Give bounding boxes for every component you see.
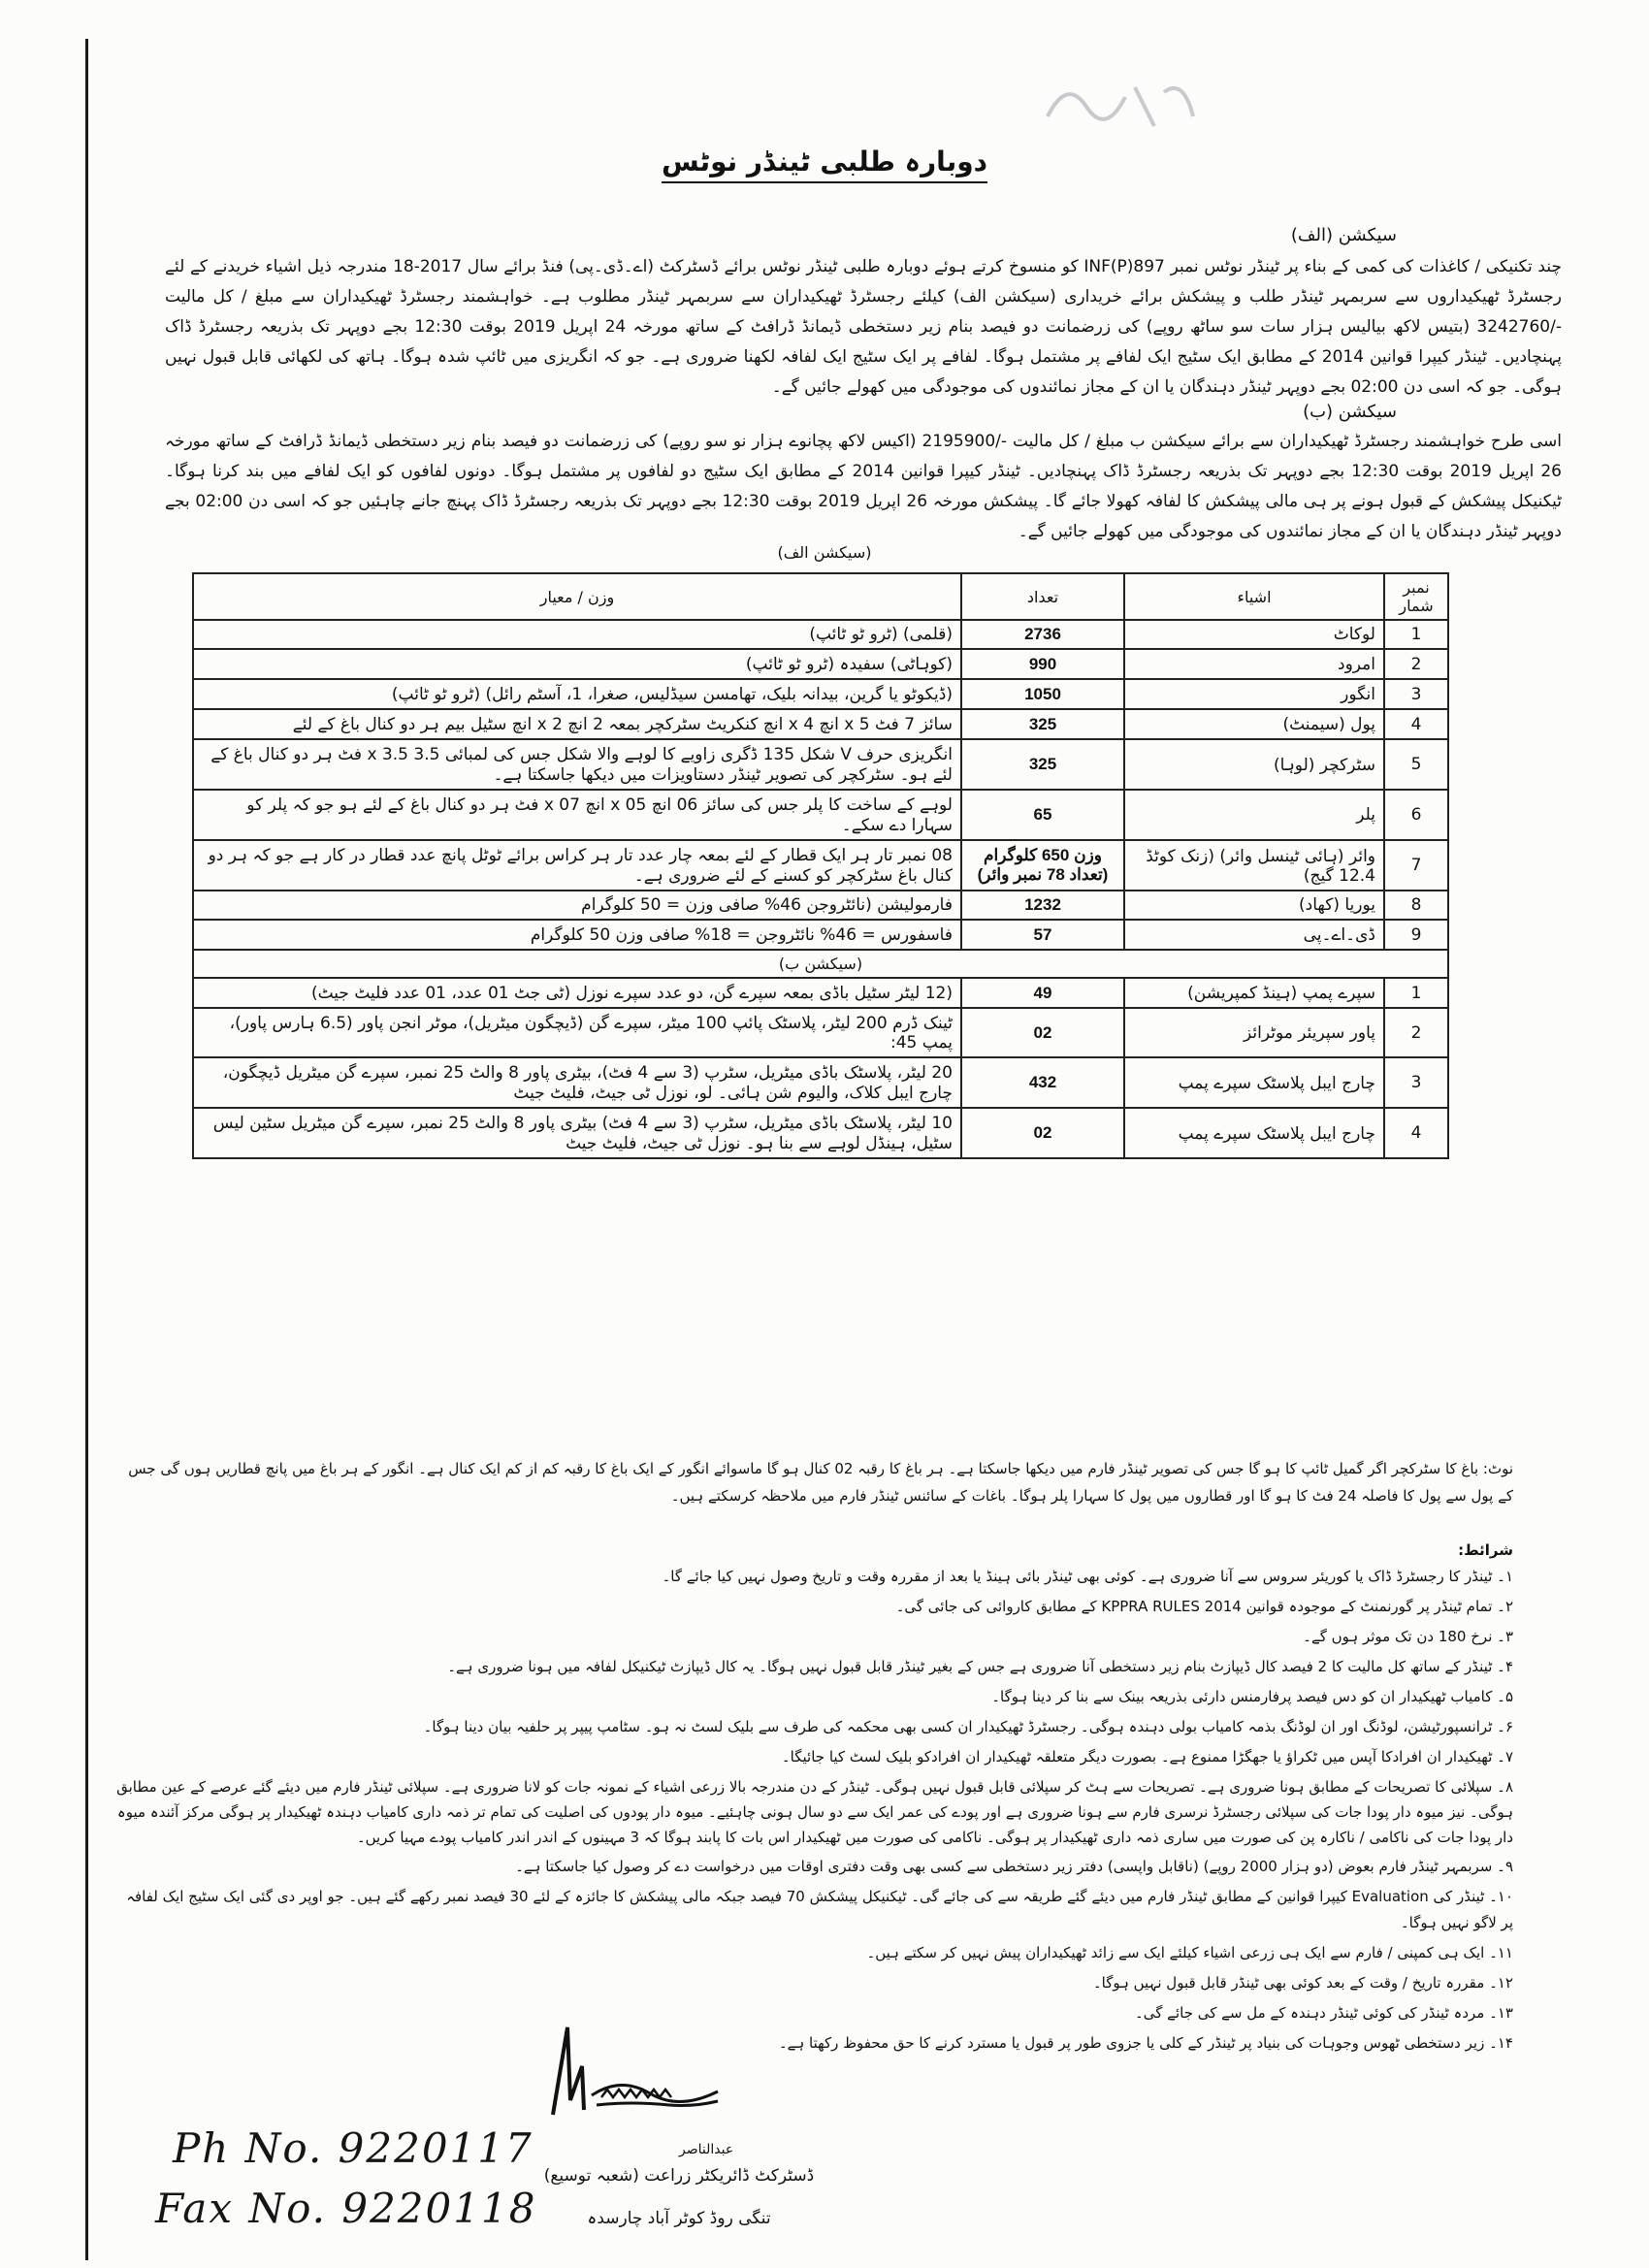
table-header-row (193, 573, 1448, 620)
table-row (193, 978, 1448, 1008)
condition-item: ۱۴۔ زیر دستخطی ٹھوس وجوہات کی بنیاد پر ٹینڈر کے کلی یا جزوی طور پر قبول یا مسترد کرنے کا حق محفوظ رکھتا ہے۔ (778, 2034, 1513, 2052)
cell-qty: 325 (961, 709, 1124, 739)
cell-item: پول (سیمنٹ) (1124, 709, 1384, 739)
table-row (193, 1108, 1448, 1158)
cell-spec: فارمولیشن (نائٹروجن 46% صافی وزن = 50 کلوگرام (193, 891, 961, 920)
condition-item: ۲۔ تمام ٹینڈر پر گورنمنٹ کے موجودہ قوانین KPPRA RULES 2014 کے مطابق کاروائی کی جائی گی۔ (895, 1598, 1513, 1615)
cell-qty: 432 (961, 1057, 1124, 1108)
cell-no: 8 (1384, 891, 1448, 920)
signatory-name: عبدالناصر (679, 2142, 734, 2157)
cell-qty: 990 (961, 649, 1124, 679)
cell-spec: ٹینک ڈرم 200 لیٹر، پلاسٹک پائپ 100 میٹر، سپرے گن (ڈیچگون میٹریل)، موٹر انجن پاور (6.5 ہارس پاور)، پمپ 45: (193, 1008, 961, 1057)
condition-item: ۱۱۔ ایک ہی کمپنی / فارم سے ایک ہی زرعی اشیاء کیلئے ایک سے زائد ٹھیکیداران پیش نہیں کر سکتے ہیں۔ (866, 1944, 1513, 1961)
conditions-list (116, 1564, 1513, 2057)
cell-item: ڈی۔اے۔پی (1124, 920, 1384, 950)
table-row (193, 840, 1448, 891)
cell-spec: (12 لیٹر سٹیل باڈی بمعہ سپرے گن، دو عدد سپرے نوزل (ٹی جٹ 01 عدد، 01 عدد فلیٹ جیٹ) (193, 978, 961, 1008)
cell-no: 9 (1384, 920, 1448, 950)
cell-qty: 02 (961, 1108, 1124, 1158)
section-a-paragraph: چند تکنیکی / کاغذات کی کمی کے بناء پر ٹینڈر نوٹس نمبر INF(P)897 کو منسوخ کرتے ہوئے دوبارہ طلبی ٹینڈر نوٹس برائے ڈسٹرکٹ (اے۔ڈی۔پی) فنڈ برائے سال 2017-18 مندرجہ ذیل اشیاء خریدنے کے لئے رجسٹرڈ ٹھیکیداروں سے سربمہر ٹینڈر طلب و پیشکش برائے خریداری (سیکشن الف) کیلئے رجسٹرڈ ٹھیکیداران سے سربمہر ٹینڈر مطلوب ہے۔ خواہشمند رجسٹرڈ ٹھیکیداران سے مبلغ / کل مالیت -/3242760 (بتیس لاکھ بیالیس ہزار سات سو ساٹھ روپے) کی زرضمانت دو فیصد بنام زیر دستخطی ڈیمانڈ ڈرافٹ کے ساتھ مورخہ 24 اپریل 2019 بوقت 12:30 بجے دوپہر تک بذریعہ رجسٹرڈ ڈاک پہنچادیں۔ ٹینڈر کیپرا قوانین 2014 کے مطابق ایک سٹیج ایک لفافے پر مشتمل ہوگا۔ لفافے پر ایک سٹیج ایک لفافہ لکھنا ضروری ہے۔ جو کہ انگریزی میں ٹائپ شدہ ہوگا۔ ہاتھ کی لکھائی قابل قبول نہیں ہوگی۔ جو کہ اسی دن 02:00 بجے دوپہر ٹینڈر دہندگان یا ان کے مجاز نمائندوں کی موجودگی میں کھولے جائیں گے۔ (165, 257, 1562, 397)
cell-item: چارج ایبل پلاسٹک سپرے پمپ (1124, 1108, 1384, 1158)
cell-no: 2 (1384, 1008, 1448, 1057)
section-b-paragraph: اسی طرح خواہشمند رجسٹرڈ ٹھیکیداران سے برائے سیکشن ب مبلغ / کل مالیت -/2195900 (اکیس لاکھ پچانوے ہزار نو سو روپے) کی زرضمانت دو فیصد بنام زیر دستخطی ڈیمانڈ ڈرافٹ کے ساتھ مورخہ 26 اپریل 2019 بوقت 12:30 بجے دوپہر تک بذریعہ رجسٹرڈ ڈاک پہنچادیں۔ ٹینڈر کیپرا قوانین 2014 کے مطابق ایک سٹیج دو لفافوں پر مشتمل ہوگا۔ دونوں لفافوں کو ایک لفافے میں بند کرنا ہوگا۔ ٹیکنیکل پیشکش کے قبول ہونے پر ہی مالی پیشکش کا لفافہ کھولا جائے گا۔ پیشکش مورخہ 26 اپریل 2019 بوقت 12:30 بجے دوپہر تک بذریعہ رجسٹرڈ ڈاک پہنچ جانے چاہئیں جو کہ اسی دن 02:00 بجے دوپہر ٹینڈر دہندگان یا ان کے مجاز نمائندوں کی موجودگی میں کھولے جائیں گے۔ (165, 432, 1562, 541)
cell-qty: 57 (961, 920, 1124, 950)
cell-no: 1 (1384, 978, 1448, 1008)
condition-item: ۱۳۔ مردہ ٹینڈر کی کوئی ٹینڈر دہندہ کے مل سے کی جائے گی۔ (1134, 2004, 1513, 2022)
table-row (193, 790, 1448, 840)
footer-address: تنگی روڈ کوٹر آباد چارسدہ (587, 2209, 771, 2228)
signature-image (524, 2008, 737, 2124)
cell-no: 4 (1384, 709, 1448, 739)
cell-no: 7 (1384, 840, 1448, 891)
header-qty: تعداد (961, 573, 1124, 620)
table-row (193, 649, 1448, 679)
cell-spec: فاسفورس = 46% نائٹروجن = 18% صافی وزن 50 کلوگرام (193, 920, 961, 950)
cell-spec: 20 لیٹر، پلاسٹک باڈی میٹریل، سٹرپ (3 سے 4 فٹ)، بیٹری پاور 8 والٹ 25 نمبر، سپرے گن میٹریل ڈیچگون، چارج ایبل کلاک، والیوم شن ہائی۔ لو، نوزل ٹی جیٹ، فلیٹ جیٹ (193, 1057, 961, 1108)
condition-item: ۱۲۔ مقررہ تاریخ / وقت کے بعد کوئی بھی ٹینڈر قابل قبول نہیں ہوگا۔ (1092, 1974, 1513, 1992)
table-row (193, 1057, 1448, 1108)
cell-no: 1 (1384, 620, 1448, 649)
cell-qty: 2736 (961, 620, 1124, 649)
cell-qty: وزن 650 کلوگرام (تعداد 78 نمبر وائر) (961, 840, 1124, 891)
section-b-caption-row (193, 950, 1448, 978)
conditions-block (116, 1537, 1513, 2060)
table-row (193, 709, 1448, 739)
cell-no: 3 (1384, 679, 1448, 709)
conditions-label: شرائط: (1458, 1541, 1513, 1559)
handwritten-phone: Ph No. 9220117 (173, 2124, 534, 2172)
cell-spec: لوہے کے ساخت کا پلر جس کی سائز 06 انچ x 05 انچ x 07 فٹ ہر دو کنال باغ کے لئے ہو جو کہ پلر کو سہارا دے سکے۔ (193, 790, 961, 840)
condition-item: ۱۰۔ ٹینڈر کی Evaluation کیپرا قوانین کے مطابق ٹینڈر فارم میں دیئے گئے طریقہ سے کی جائے گی۔ ٹیکنیکل پیشکش 70 فیصد جبکہ مالی پیشکش کا جائزہ کے لئے 30 فیصد نمبر رکھے گئے ہیں۔ جو اوپر دی گئی ایک سٹیج ایک لفافہ پر لاگو نہیں ہوگا۔ (126, 1888, 1513, 1931)
table-row (193, 891, 1448, 920)
header-item: اشیاء (1124, 573, 1384, 620)
condition-item: ۳۔ نرخ 180 دن تک موثر ہوں گے۔ (1303, 1628, 1513, 1645)
cell-spec: سائز 7 فٹ x 5 انچ x 4 انچ کنکریٹ سٹرکچر بمعہ 2 انچ x 2 انچ سٹیل بیم ہر دو کنال باغ کے لئے (193, 709, 961, 739)
handwritten-fax: Fax No. 9220118 (155, 2185, 537, 2232)
condition-item: ۱۔ ٹینڈر کا رجسٹرڈ ڈاک یا کوریئر سروس سے آنا ضروری ہے۔ کوئی بھی ٹینڈر بائی ہینڈ یا بعد از مقررہ وقت و تاریخ وصول نہیں کیا جائے گا۔ (662, 1568, 1513, 1585)
section-a-label: سیکشن (الف) (1290, 225, 1397, 245)
section-a-rows (193, 620, 1448, 950)
table-row (193, 1008, 1448, 1057)
section-b-caption: (سیکشن ب) (193, 950, 1448, 978)
section-b-label: سیکشن (ب) (1303, 402, 1397, 422)
condition-item: ۹۔ سربمہر ٹینڈر فارم بعوض (دو ہزار 2000 روپے) (ناقابل واپسی) دفتر زیر دستخطی سے کسی بھی وقت دفتری اوقات میں درخواست دے کر وصول کیا جاسکتا ہے۔ (515, 1858, 1513, 1875)
cell-qty: 65 (961, 790, 1124, 840)
section-b-rows (193, 978, 1448, 1158)
condition-item: ۸۔ سپلائی کا تصریحات کے مطابق ہونا ضروری ہے۔ تصریحات سے ہٹ کر سپلائی قابل قبول نہیں ہوگی۔ ٹینڈر کے دن مندرجہ بالا زرعی اشیاء کے نمونہ جات کو لانا ضروری ہے۔ سپلائی ٹینڈر فارم میں دیئے گئے عرصے کے عین مطابق ہوگی۔ نیز میوہ دار پودا جات کی سپلائی رجسٹرڈ نرسری فارم سے ہونا ضروری ہے اور پودے کی عمر ایک سے دو سال ہونی چاہئیے۔ میوہ دار پودوں کی اصلیت کی تمام تر ذمہ داری کامیاب دہندہ ٹھیکیدار پر ہوگی مرکز آئندہ میوہ دار پودا جات کی ناکامی / ناکارہ پن کی صورت میں ساری ذمہ داری ٹھیکیدار پر ہوگی۔ ناکامی کی صورت میں ٹھیکیدار اس بات کا پابند ہوگا کہ 3 مہینوں کے اندر اندر کامیاب پودے مہیا کریں۔ (116, 1778, 1513, 1846)
condition-item: ۶۔ ٹرانسپورٹیشن، لوڈنگ اور ان لوڈنگ بذمہ کامیاب بولی دہندہ ہوگی۔ رجسٹرڈ ٹھیکیدار ان کسی بھی محکمہ کی طرف سے بلیک لسٹ نہ ہو۔ سٹامپ پیپر پر حلفیہ بیان دینا ہوگا۔ (423, 1718, 1513, 1735)
cell-spec: 08 نمبر تار ہر ایک قطار کے لئے بمعہ چار عدد تار ہر کراس برائے ٹوٹل پانچ عدد قطار در کار ہے جو کہ ہر دو کنال باغ سٹرکچر کو کسنے کے لئے ضروری ہے۔ (193, 840, 961, 891)
cell-no: 2 (1384, 649, 1448, 679)
cell-spec: (ڈیکوٹو یا گرین، بیدانہ بلیک، تھامسن سیڈلیس، صغرا، 1، آسٹم رائل) (ٹرو ٹو ٹائپ) (193, 679, 961, 709)
items-table (192, 572, 1449, 1159)
cell-no: 6 (1384, 790, 1448, 840)
notice-title: دوبارہ طلبی ٹینڈر نوٹس (0, 146, 1649, 178)
section-b-caption-body (193, 950, 1448, 978)
cell-item: یوریا (کھاد) (1124, 891, 1384, 920)
table-caption: (سیکشن الف) (777, 543, 872, 562)
cell-item: پلر (1124, 790, 1384, 840)
table-row (193, 620, 1448, 649)
cell-item: پاور سپریئر موٹرائز (1124, 1008, 1384, 1057)
cell-item: سٹرکچر (لوہا) (1124, 739, 1384, 790)
cell-spec: 10 لیٹر، پلاسٹک باڈی میٹریل، سٹرپ (3 سے 4 فٹ) بیٹری پاور 8 والٹ 25 نمبر، سپرے گن میٹریل سٹین لیس سٹیل، ہینڈل لوہے سے بنا ہو۔ نوزل ٹی جیٹ، فلیٹ جیٹ (193, 1108, 961, 1158)
header-spec: وزن / معیار (193, 573, 961, 620)
note-paragraph: نوٹ: باغ کا سٹرکچر اگر گمیل ٹائپ کا ہو گا جس کی تصویر ٹینڈر فارم میں دیکھا جاسکتا ہے۔ ہر باغ کا رقبہ 02 کنال ہو گا ماسوائے انگور کے ایک باغ کا رقبہ کم از کم ایک کنال ہے۔ انگور کے ہر باغ میں پانچ قطاریں ہوں گی جس کے پول سے پول کا فاصلہ 24 فٹ کا ہو گا اور قطاروں میں پول کا سہارا پلر ہوگا۔ باغات کے سائنس ٹینڈر فارم میں ملاحظہ کرسکتے ہیں۔ (128, 1460, 1513, 1505)
cell-no: 4 (1384, 1108, 1448, 1158)
cell-item: امرود (1124, 649, 1384, 679)
table-row (193, 920, 1448, 950)
cell-item: وائر (ہائی ٹینسل وائر) (زنک کوٹڈ 12.4 گیج) (1124, 840, 1384, 891)
header-no: نمبر شمار (1384, 573, 1448, 620)
cell-no: 5 (1384, 739, 1448, 790)
cell-item: لوکاٹ (1124, 620, 1384, 649)
cell-qty: 325 (961, 739, 1124, 790)
left-margin-line (85, 39, 88, 2260)
footer-designation: ڈسٹرکٹ ڈائریکٹر زراعت (شعبہ توسیع) (543, 2166, 815, 2186)
cell-qty: 1232 (961, 891, 1124, 920)
cell-spec: (قلمی) (ٹرو ٹو ٹائپ) (193, 620, 961, 649)
ink-mark-top (1028, 58, 1203, 146)
cell-no: 3 (1384, 1057, 1448, 1108)
cell-item: چارج ایبل پلاسٹک سپرے پمپ (1124, 1057, 1384, 1108)
condition-item: ۷۔ ٹھیکیدار ان افرادکا آپس میں ٹکراؤ یا جھگڑا ممنوع ہے۔ بصورت دیگر متعلقہ ٹھیکیدار ان افرادکو بلیک لسٹ کیا جائیگا۔ (781, 1748, 1513, 1766)
condition-item: ۵۔ کامیاب ٹھیکیدار ان کو دس فیصد پرفارمنس دارئی بذریعہ بینک سے بنا کر دینا ہوگا۔ (991, 1688, 1513, 1705)
condition-item: ۴۔ ٹینڈر کے ساتھ کل مالیت کا 2 فیصد کال ڈیپازٹ بنام زیر دستخطی آنا ضروری ہے جس کے بغیر ٹینڈر قابل قبول نہیں ہوگا۔ یہ کال ڈیپازٹ ٹیکنیکل لفافہ میں ہونا ضروری ہے۔ (447, 1658, 1513, 1675)
cell-qty: 1050 (961, 679, 1124, 709)
table-row (193, 679, 1448, 709)
table-row (193, 739, 1448, 790)
cell-item: سپرے پمپ (ہینڈ کمپریشن) (1124, 978, 1384, 1008)
cell-qty: 49 (961, 978, 1124, 1008)
cell-qty: 02 (961, 1008, 1124, 1057)
cell-item: انگور (1124, 679, 1384, 709)
cell-spec: (کوہاٹی) سفیدہ (ٹرو ٹو ٹائپ) (193, 649, 961, 679)
cell-spec: انگریزی حرف V شکل 135 ڈگری زاویے کا لوہے والا شکل جس کی لمبائی 3.5 x 3.5 فٹ ہر دو کنال باغ کے لئے ہو۔ سٹرکچر کی تصویر ٹینڈر دستاویزات میں دیکھا جاسکتا ہے۔ (193, 739, 961, 790)
